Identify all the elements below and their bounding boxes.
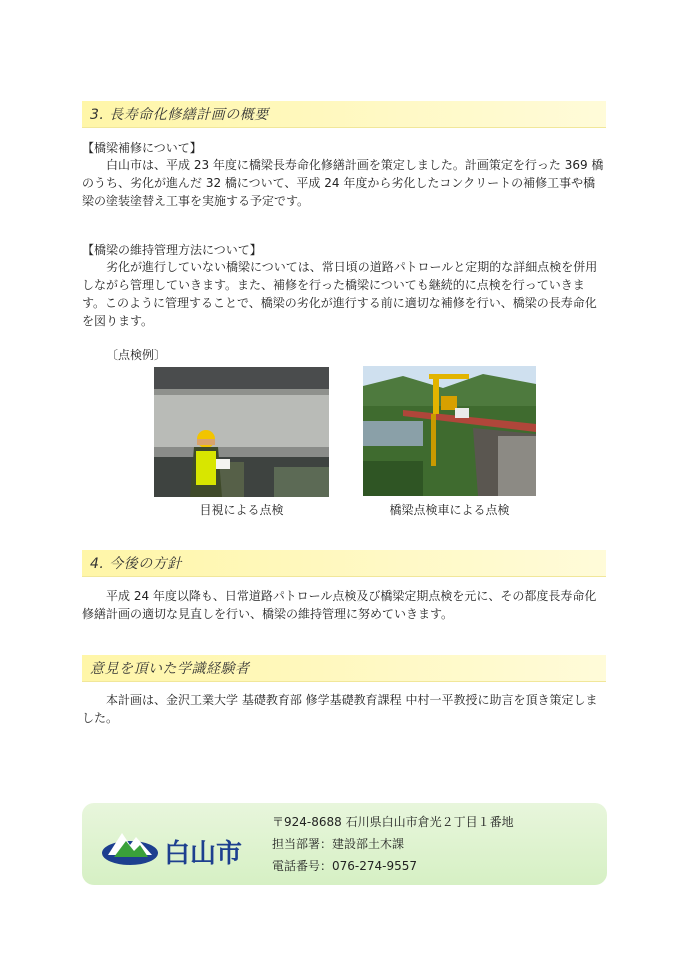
policy-paragraph: 平成 24 年度以降も、日常道路パトロール点検及び橋梁定期点検を元に、その都度長寿命化修繕計画の適切な見直しを行い、橋梁の維持管理に努めていきます。 <box>82 589 597 621</box>
footer-box <box>82 803 607 885</box>
repair-heading: 【橋梁補修について】 <box>82 141 202 155</box>
section-title: 3. 長寿命化修繕計画の概要 <box>90 107 269 123</box>
city-logo-text: 白山市 <box>164 839 243 869</box>
photo2-caption: 橋梁点検車による点検 <box>389 503 510 517</box>
footer-phone: 電話番号：076-274-9557 <box>272 859 418 873</box>
maintenance-heading: 【橋梁の維持管理方法について】 <box>82 243 262 257</box>
hakusan-logo-icon <box>100 825 160 865</box>
example-label: 〔点検例〕 <box>106 348 167 362</box>
inspection-vehicle-photo <box>363 366 536 496</box>
photo1-caption: 目視による点検 <box>199 503 284 517</box>
maintenance-paragraph: 劣化が進行していない橋梁については、常日頃の道路パトロールと定期的な詳細点検を併用しながら管理していきます。また、補修を行った橋梁についても継続的に点検を行っていきます。このように管理することで、橋梁の劣化が進行する前に適切な補修を行い、橋梁の長寿命化を図ります。 <box>82 260 598 328</box>
repair-paragraph: 白山市は、平成 23 年度に橋梁長寿命化修繕計画を策定しました。計画策定を行った 369 橋のうち、劣化が進んだ 32 橋について、平成 24 年度から劣化したコンクリートの補修工事や橋梁の塗装塗替え工事を実施する予定です。 <box>82 158 604 208</box>
section-title: 4. 今後の方針 <box>90 556 182 572</box>
section-title: 意見を頂いた学識経験者 <box>90 661 250 677</box>
section-header-expert <box>82 655 606 682</box>
section-header-3 <box>82 101 606 128</box>
expert-paragraph: 本計画は、金沢工業大学 基礎教育部 修学基礎教育課程 中村一平教授に助言を頂き策定しました。 <box>82 693 598 725</box>
section-header-4 <box>82 550 606 577</box>
visual-inspection-photo <box>154 367 329 497</box>
footer-department: 担当部署：建設部土木課 <box>272 837 405 851</box>
footer-address: 〒924-8688 石川県白山市倉光２丁目１番地 <box>272 815 514 829</box>
